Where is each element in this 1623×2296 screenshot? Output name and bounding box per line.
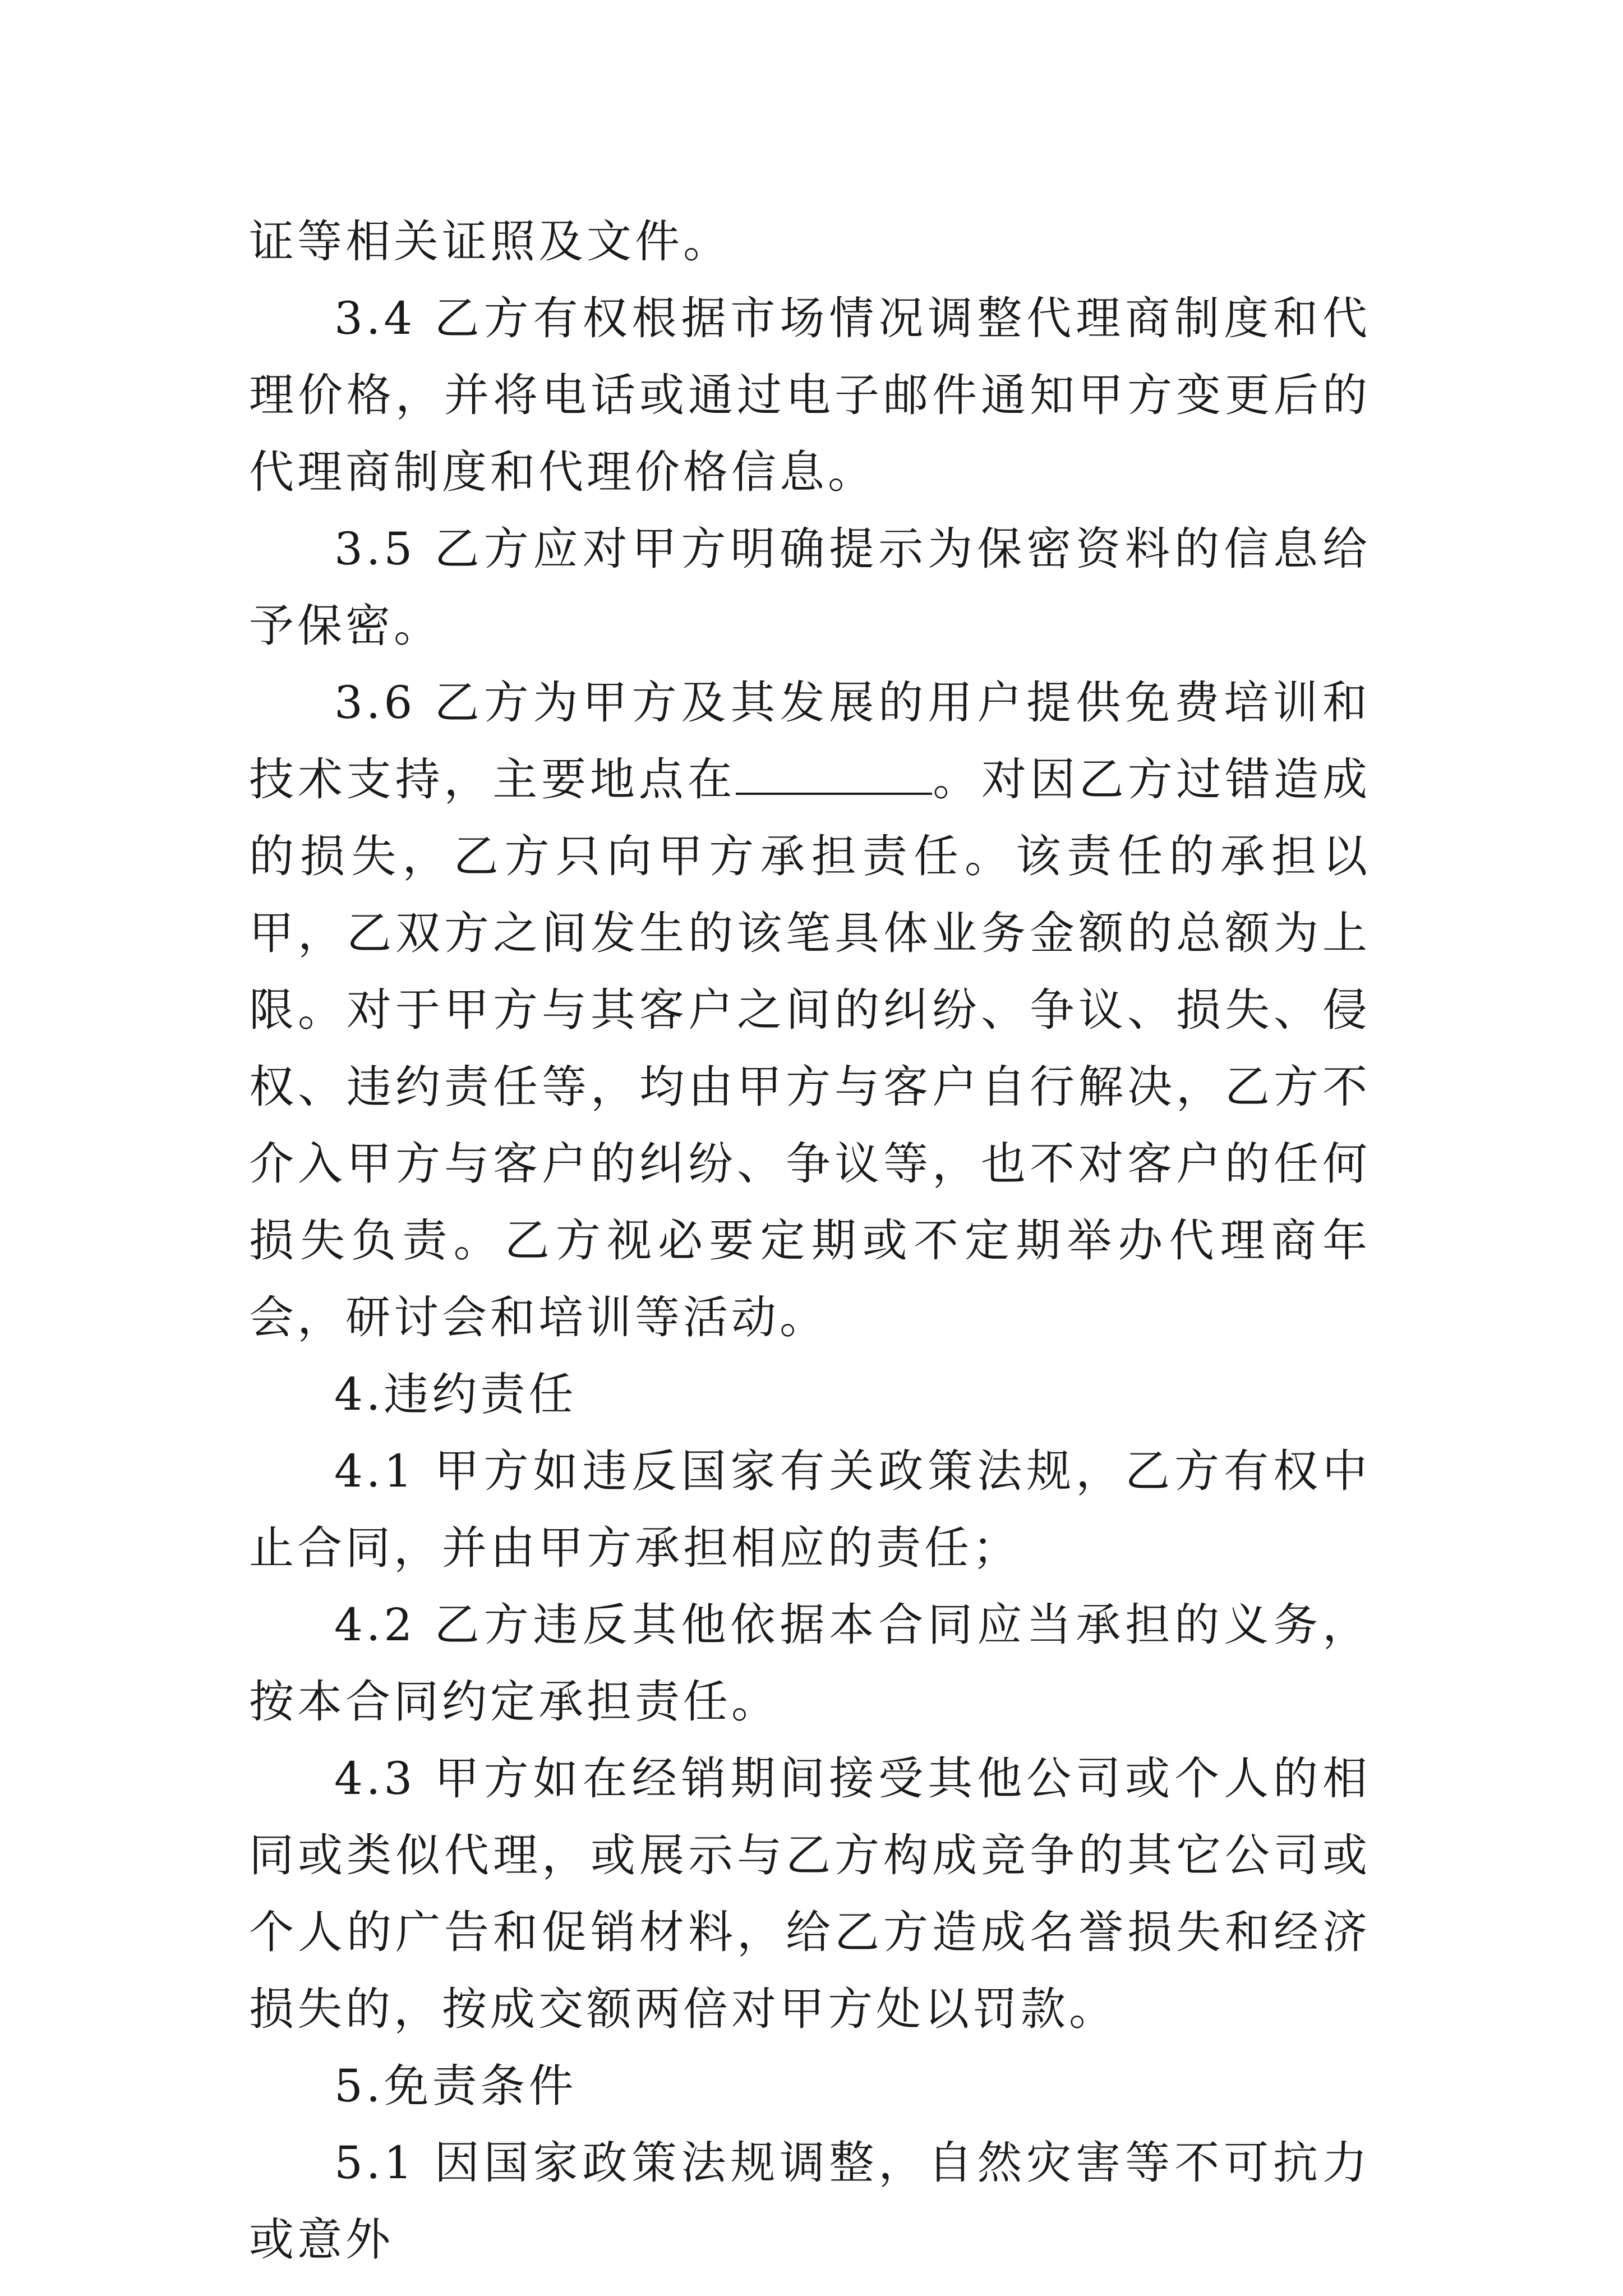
clause-3-6: [249, 664, 1371, 1356]
clause-5-1: 5.1 因国家政策法规调整，自然灾害等不可抗力或意外: [249, 2137, 1371, 2266]
clause-3-6-text-before: 3.6 乙方为甲方及其发展的用户提供免费培训和技术支持，主要地点在: [249, 677, 1371, 806]
clause-4-1: 4.1 甲方如违反国家有关政策法规，乙方有权中止合同，并由甲方承担相应的责任；: [249, 1445, 1371, 1574]
section-heading-4: 4.违约责任: [334, 1368, 577, 1420]
clause-4-3: 4.3 甲方如在经销期间接受其他公司或个人的相同或类似代理，或展示与乙方构成竞争的其它公司或个人的广告和促销材料，给乙方造成名誉损失和经济损失的，按成交额两倍对甲方处以罚款。: [249, 1752, 1371, 2035]
section-heading-5: 5.免责条件: [334, 2060, 577, 2112]
document-body: [249, 203, 1371, 2278]
fill-in-blank-line: [736, 758, 932, 795]
clause-3-6-text-after: 。对因乙方过错造成的损失，乙方只向甲方承担责任。该责任的承担以甲，乙双方之间发生的该笔具体业务金额的总额为上限。对于甲方与其客户之间的纠纷、争议、损失、侵权、违约责任等，均由甲方与客户自行解决，乙方不介入甲方与客户的纠纷、争议等，也不对客户的任何损失负责。乙方视必要定期或不定期举办代理商年会，研讨会和培训等活动。: [249, 753, 1371, 1343]
clause-3-4: 3.4 乙方有权根据市场情况调整代理商制度和代理价格，并将电话或通过电子邮件通知甲方变更后的代理商制度和代理价格信息。: [249, 292, 1371, 498]
clause-3-5: 3.5 乙方应对甲方明确提示为保密资料的信息给予保密。: [249, 523, 1371, 652]
paragraph-continuation: 证等相关证照及文件。: [249, 215, 731, 268]
clause-4-2: 4.2 乙方违反其他依据本合同应当承担的义务，按本合同约定承担责任。: [249, 1599, 1371, 1728]
